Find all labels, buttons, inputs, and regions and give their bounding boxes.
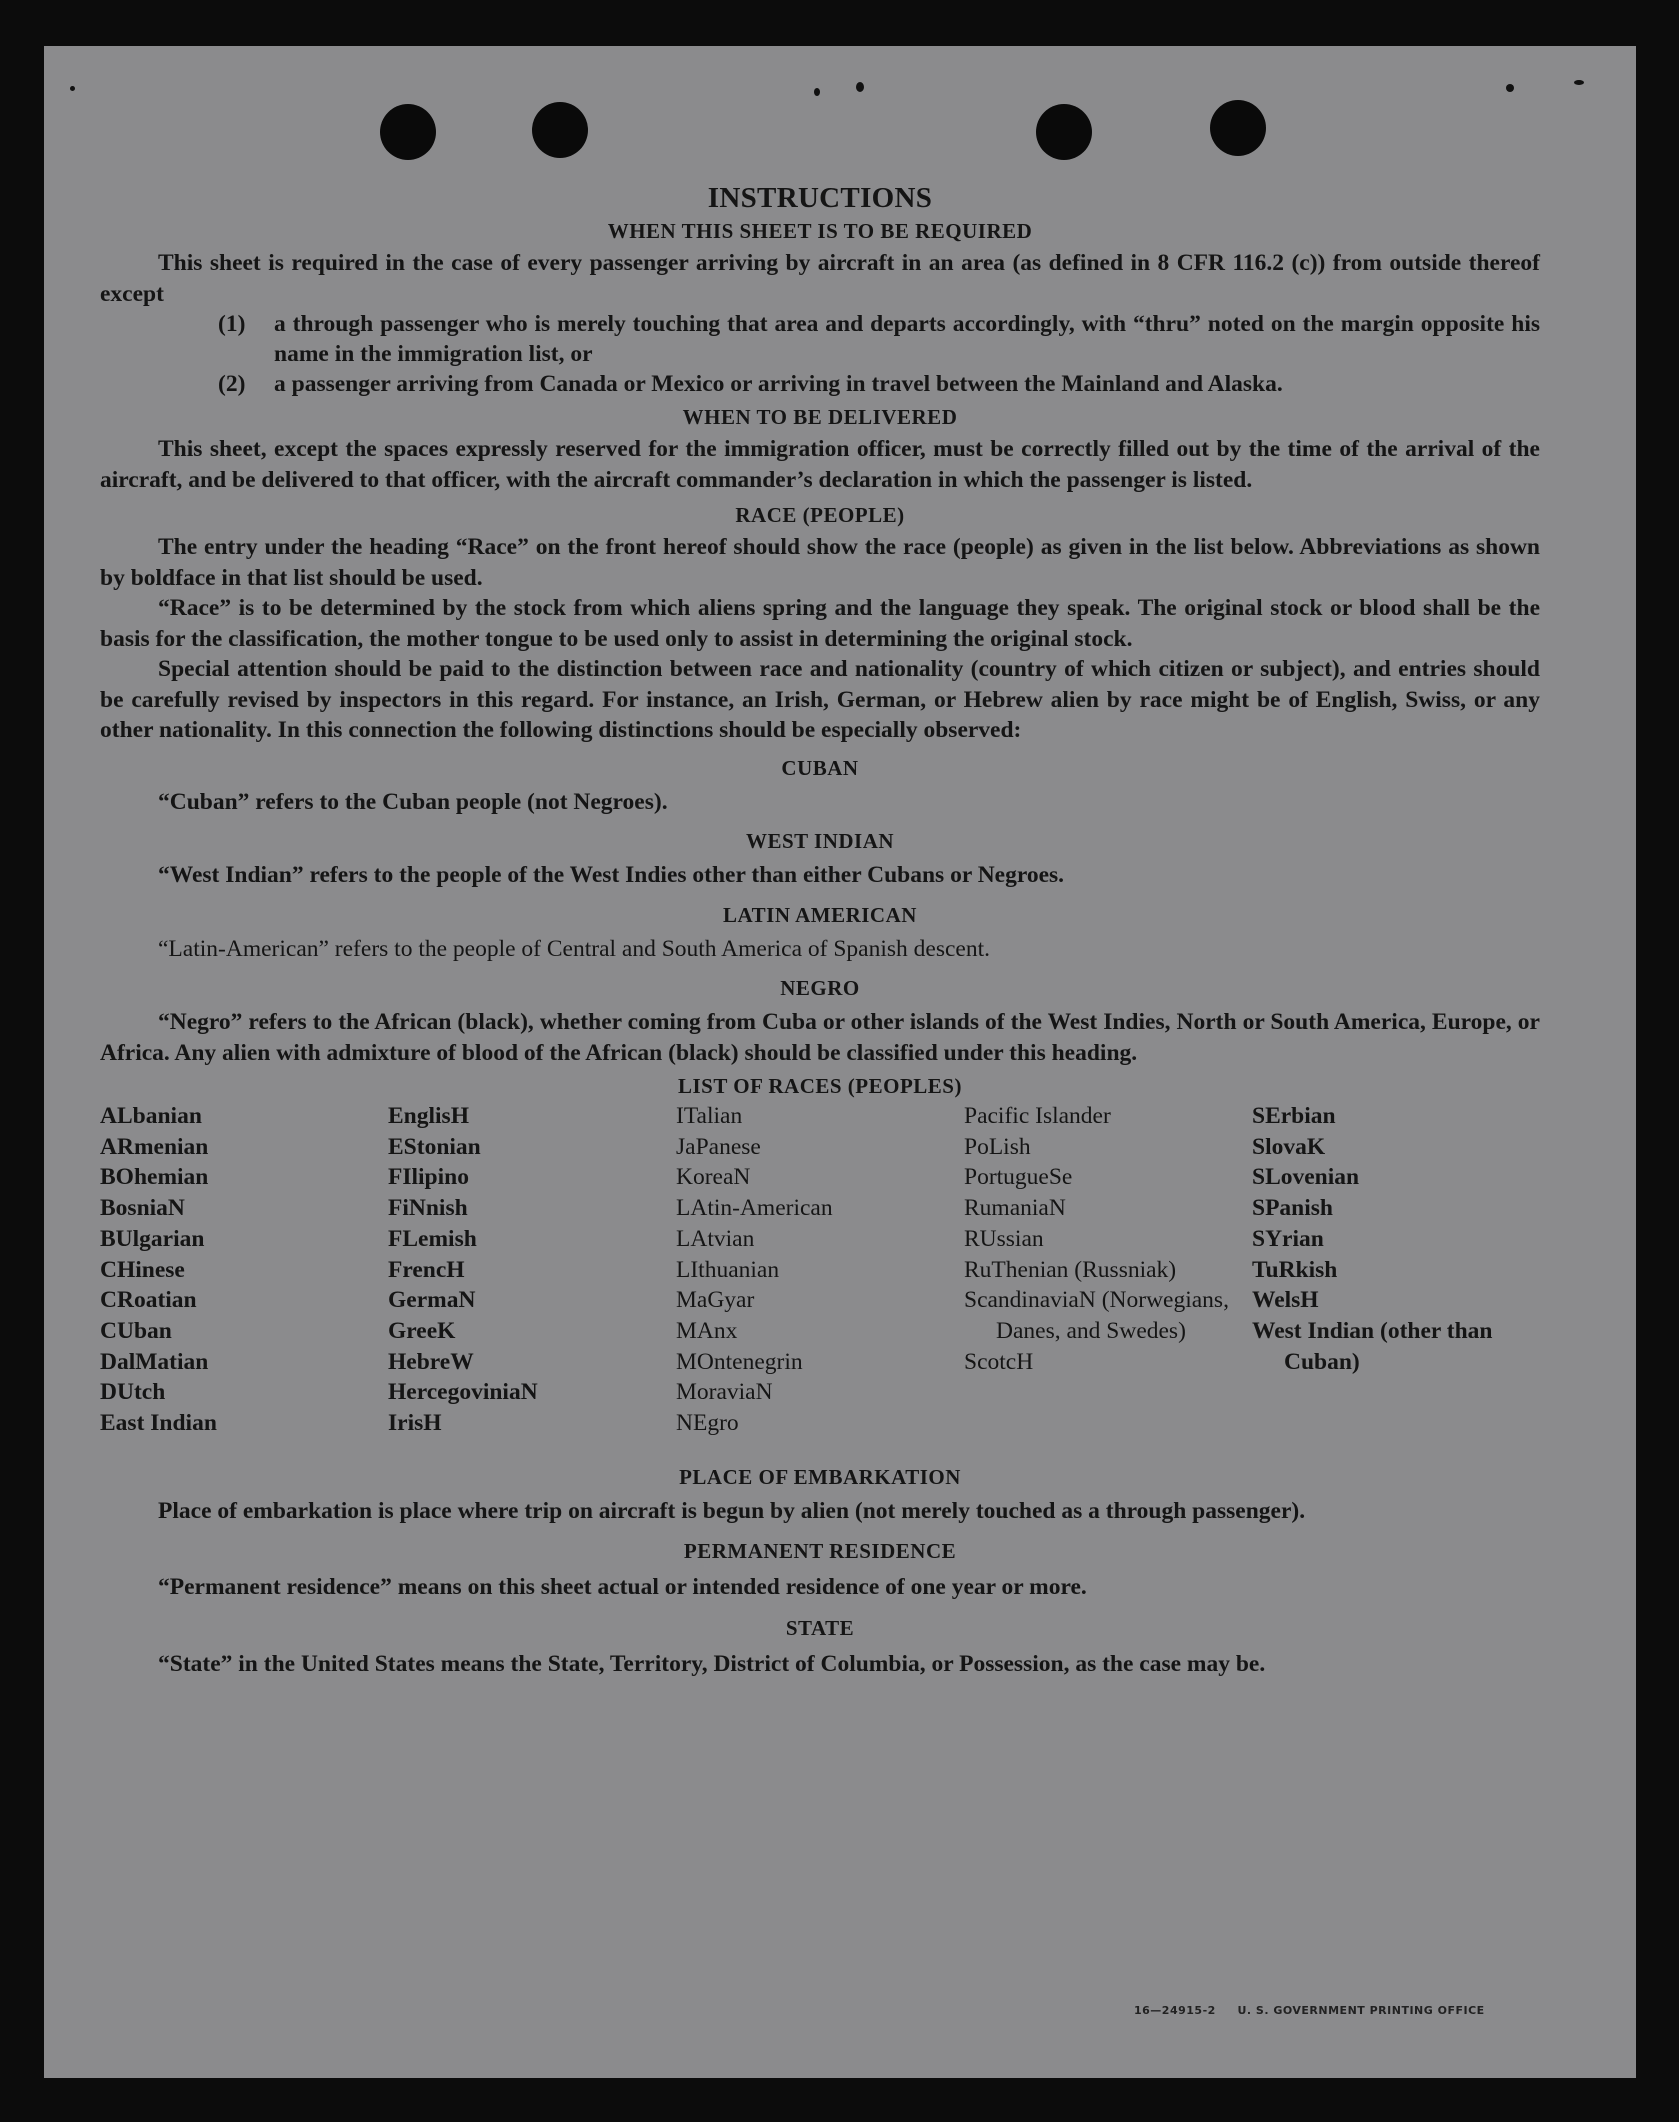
form-footer: [1134, 2004, 1485, 2017]
race-entry: GermaN: [388, 1287, 476, 1314]
race-entry: ITalian: [676, 1103, 743, 1129]
race-entry: SLovenian: [1252, 1164, 1360, 1191]
race-entry: ScotcH: [964, 1348, 1034, 1375]
paragraph-when-delivered: This sheet, except the spaces expressly reserved for the immigration officer, must be correctly filled out by the time of the arrival of the aircraft, and be delivered to that officer, with the aircraft commander’s declaration in which the passenger is listed.: [100, 436, 1540, 493]
race-column-3: [676, 1101, 956, 1439]
race-entry: LAtin-American: [676, 1195, 833, 1222]
race-entry: RuThenian (Russniak): [964, 1256, 1177, 1283]
race-entry: Pacific Islander: [964, 1103, 1111, 1129]
race-entry: JaPanese: [676, 1133, 761, 1160]
paragraph-permanent-residence: “Permanent residence” means on this sheet actual or intended residence of one year or more.: [158, 1573, 1087, 1600]
race-entry: EnglisH: [388, 1103, 469, 1129]
exception-item-1: [218, 309, 1540, 369]
race-column-5: [1252, 1101, 1542, 1377]
heading-latin-american: LATIN AMERICAN: [723, 902, 917, 927]
paragraph-west-indian: “West Indian” refers to the people of the West Indies other than either Cubans or Negroes.: [158, 862, 1065, 888]
heading-negro: NEGRO: [780, 976, 860, 1000]
speck: [1574, 80, 1584, 85]
race-entry: CRoatian: [100, 1287, 197, 1314]
race-entry: HebreW: [388, 1348, 474, 1375]
form-code: 16—24915-2: [1134, 2004, 1216, 2017]
race-entry: CUban: [100, 1317, 172, 1344]
race-entry: MoraviaN: [676, 1379, 773, 1406]
exception-item-2: [218, 369, 1540, 399]
item-number: (2): [218, 371, 246, 397]
heading-cuban: CUBAN: [781, 755, 859, 780]
item-number: (1): [218, 311, 246, 337]
race-entry: RumaniaN: [964, 1195, 1066, 1222]
race-entry: CHinese: [100, 1256, 185, 1283]
paragraph-embarkation: Place of embarkation is place where trip on aircraft is begun by alien (not merely touched as a through passenger).: [158, 1498, 1306, 1524]
race-entry: RUssian: [964, 1225, 1044, 1252]
heading-west-indian: WEST INDIAN: [745, 829, 895, 853]
race-entry: FrencH: [388, 1256, 465, 1283]
heading-state: STATE: [785, 1616, 855, 1640]
speck: [856, 82, 864, 92]
race-entry: MAnx: [676, 1317, 738, 1344]
paragraph-cuban: “Cuban” refers to the Cuban people (not Negroes).: [158, 788, 668, 815]
race-entry: DUtch: [100, 1379, 166, 1406]
race-column-1: [100, 1101, 380, 1439]
race-entry: ScandinaviaN (Norwegians, Danes, and Swedes): [964, 1287, 1229, 1344]
race-entry: SlovaK: [1252, 1133, 1326, 1160]
document-sheet: [44, 46, 1636, 2078]
paragraph-state: “State” in the United States means the State, Territory, District of Columbia, or Possession, as the case may be.: [158, 1651, 1266, 1677]
race-entry: KoreaN: [676, 1164, 751, 1191]
paragraph-when-required: This sheet is required in the case of every passenger arriving by aircraft in an area (as defined in 8 CFR 116.2 (c)) from outside thereof except: [100, 250, 1540, 307]
race-entry: LAtvian: [676, 1225, 755, 1252]
race-entry: MaGyar: [676, 1287, 755, 1314]
heading-permanent-residence: PERMANENT RESIDENCE: [683, 1538, 957, 1563]
paragraph-negro: “Negro” refers to the African (black), whether coming from Cuba or other islands of the West Indies, North or South America, Europe, or Africa. Any alien with admixture of blood of the African (black) should be classified under this heading.: [100, 1009, 1540, 1066]
race-entry: BUlgarian: [100, 1225, 205, 1252]
race-entry: FLemish: [388, 1225, 477, 1252]
race-entry: MOntenegrin: [676, 1348, 803, 1375]
race-entry: GreeK: [388, 1317, 456, 1344]
race-entry: PortugueSe: [964, 1164, 1073, 1191]
heading-race: RACE (PEOPLE): [735, 503, 905, 527]
item-text: a passenger arriving from Canada or Mexico or arriving in travel between the Mainland and Alaska.: [274, 371, 1283, 397]
punch-hole: [1210, 100, 1266, 156]
punch-hole: [1036, 104, 1092, 160]
speck: [814, 88, 820, 96]
heading-when-required: WHEN THIS SHEET IS TO BE REQUIRED: [607, 219, 1033, 243]
race-entry: SYrian: [1252, 1225, 1324, 1252]
race-entry: BOhemian: [100, 1164, 209, 1191]
instructions-body: [100, 182, 1540, 1680]
race-entry: PoLish: [964, 1133, 1031, 1160]
printer-imprint: U. S. GOVERNMENT PRINTING OFFICE: [1237, 2004, 1485, 2017]
race-entry: DalMatian: [100, 1348, 209, 1375]
speck: [70, 86, 75, 91]
race-entry: WelsH: [1252, 1287, 1319, 1314]
page-title: INSTRUCTIONS: [707, 182, 933, 214]
race-entry: West Indian (other than Cuban): [1252, 1317, 1493, 1375]
race-entry: BosniaN: [100, 1195, 185, 1222]
race-entry: IrisH: [388, 1410, 442, 1437]
race-entry: LIthuanian: [676, 1256, 780, 1283]
race-entry: FiNnish: [388, 1195, 468, 1222]
race-entry: ALbanian: [100, 1103, 202, 1129]
race-entry: EStonian: [388, 1133, 481, 1160]
race-entry: HercegoviniaN: [388, 1379, 538, 1406]
punch-hole: [532, 102, 588, 158]
heading-embarkation: PLACE OF EMBARKATION: [679, 1465, 961, 1489]
race-entry: East Indian: [100, 1410, 217, 1437]
heading-list-of-races: LIST OF RACES (PEOPLES): [678, 1074, 962, 1098]
race-entry: SPanish: [1252, 1195, 1333, 1222]
paragraph-race-2: “Race” is to be determined by the stock from which aliens spring and the language they speak. The original stock or blood shall be the basis for the classification, the mother tongue to be used only to assist in determining the original stock.: [100, 595, 1540, 652]
race-entry: SErbian: [1252, 1103, 1336, 1129]
heading-when-delivered: WHEN TO BE DELIVERED: [682, 405, 958, 429]
race-list: [100, 1101, 1540, 1461]
race-entry: ARmenian: [100, 1133, 209, 1160]
race-column-4: [964, 1101, 1236, 1377]
paragraph-race-1: The entry under the heading “Race” on the front hereof should show the race (people) as given in the list below. Abbreviations as shown by boldface in that list should be used.: [100, 534, 1540, 591]
race-column-2: [388, 1101, 668, 1439]
race-entry: FIlipino: [388, 1164, 469, 1191]
speck: [1506, 84, 1514, 92]
race-entry: NEgro: [676, 1410, 739, 1437]
item-text: a through passenger who is merely touching that area and departs accordingly, with “thru” noted on the margin opposite his name in the immigration list, or: [274, 311, 1540, 367]
paragraph-latin-american: “Latin-American” refers to the people of Central and South America of Spanish descent.: [158, 935, 991, 962]
race-entry: TuRkish: [1252, 1256, 1338, 1283]
paragraph-race-3: Special attention should be paid to the distinction between race and nationality (country of which citizen or subject), and entries should be carefully revised by inspectors in this regard. For instance, an Irish, German, or Hebrew alien by race might be of English, Swiss, or any other nationality. In this connection the following distinctions should be especially observed:: [100, 656, 1540, 743]
punch-hole: [380, 104, 436, 160]
